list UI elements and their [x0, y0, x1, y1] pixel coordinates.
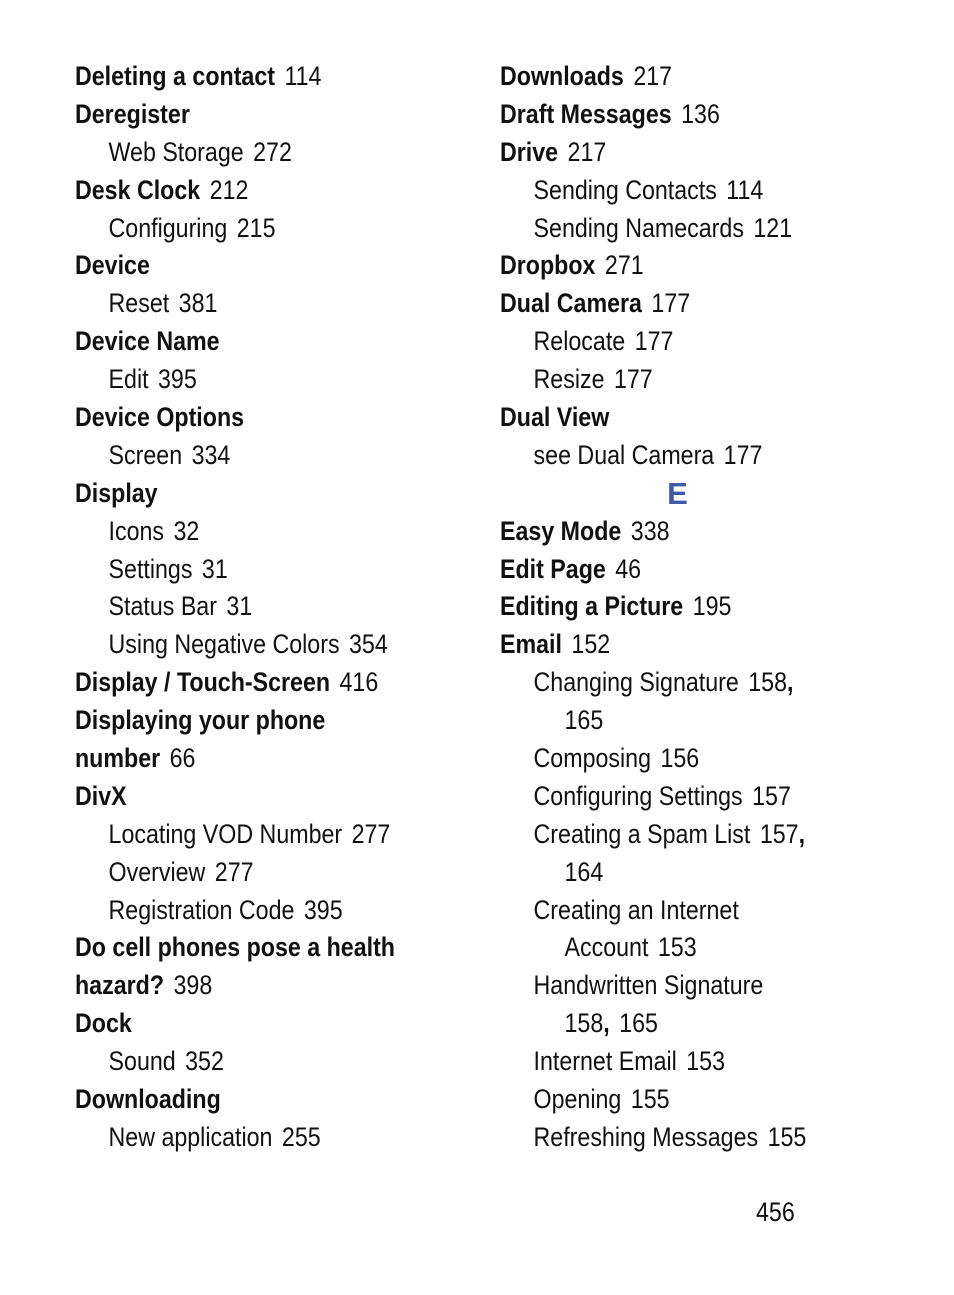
index-entry	[500, 588, 844, 626]
index-subentry	[500, 778, 844, 816]
page-reference: 177	[613, 364, 653, 395]
index-entry	[500, 247, 844, 285]
index-term: Locating VOD Number	[108, 818, 343, 849]
page-reference: 155	[767, 1121, 807, 1152]
index-subentry	[500, 210, 844, 248]
index-subentry	[75, 892, 393, 930]
page-reference: 114	[284, 61, 322, 91]
index-subentry	[500, 1119, 844, 1157]
page-reference: 157	[752, 780, 791, 811]
index-subentry	[75, 361, 393, 399]
page-reference: 334	[191, 439, 231, 470]
index-entry	[75, 740, 393, 778]
index-entry	[500, 399, 844, 437]
page-reference: 153	[686, 1046, 726, 1077]
page-reference: 217	[633, 61, 673, 91]
index-entry	[500, 626, 844, 664]
index-entry	[500, 551, 844, 589]
page-reference: 153	[657, 932, 697, 963]
page-reference: 32	[173, 515, 200, 546]
page-reference: 255	[281, 1121, 321, 1152]
index-term: Composing	[533, 743, 651, 774]
index-subentry	[75, 1043, 393, 1081]
index-entry	[75, 1005, 393, 1043]
index-term: Handwritten Signature	[533, 970, 764, 1001]
index-subentry	[500, 437, 844, 475]
index-term: Configuring Settings	[533, 780, 743, 811]
page-reference: 46	[615, 553, 642, 584]
page-reference: 398	[173, 970, 213, 1001]
index-entry	[75, 58, 393, 96]
index-term: Web Storage	[108, 136, 244, 167]
page-reference: 217	[567, 136, 607, 167]
index-term: Creating a Spam List	[533, 818, 751, 849]
index-subentry	[500, 664, 844, 702]
index-term: Status Bar	[108, 591, 217, 622]
index-subentry	[500, 929, 844, 967]
index-term: Account	[564, 932, 649, 963]
page-reference: 277	[351, 818, 391, 849]
page-separator: ,	[798, 818, 806, 849]
index-term: Icons	[108, 515, 165, 546]
index-term: Sending Namecards	[533, 212, 744, 243]
page-reference: 177	[723, 439, 763, 470]
index-term: Device Name	[75, 326, 220, 357]
page-reference: 156	[660, 743, 700, 774]
index-term: Display / Touch-Screen	[75, 667, 331, 698]
index-term: Email	[500, 629, 562, 660]
index-subentry	[500, 740, 844, 778]
index-column-right	[500, 58, 900, 1157]
index-term: Device Options	[75, 402, 245, 433]
index-subentry	[500, 816, 844, 854]
index-entry	[75, 323, 393, 361]
index-term: Edit	[108, 364, 149, 395]
index-entry	[75, 475, 393, 513]
page-reference: 158	[748, 667, 788, 698]
index-entry	[75, 1081, 393, 1119]
index-subentry	[500, 172, 844, 210]
index-term: Drive	[500, 136, 559, 167]
index-subentry	[75, 210, 393, 248]
index-term: Downloading	[75, 1084, 221, 1115]
index-term: DivX	[75, 780, 127, 811]
page-reference: 164	[564, 856, 604, 887]
page-reference: 121	[753, 212, 793, 243]
index-term: Refreshing Messages	[533, 1121, 759, 1152]
index-subentry	[75, 437, 393, 475]
index-term: Internet Email	[533, 1046, 677, 1077]
index-subentry	[75, 513, 393, 551]
index-entry	[75, 172, 393, 210]
page-reference: 31	[201, 553, 228, 584]
index-term: see Dual Camera	[533, 439, 715, 470]
index-term: Downloads	[500, 61, 624, 91]
index-term: Display	[75, 477, 158, 508]
index-term: Dropbox	[500, 250, 596, 281]
index-term: Opening	[533, 1084, 622, 1115]
index-term: Desk Clock	[75, 174, 201, 205]
page-reference: 416	[339, 667, 379, 698]
page-reference: 352	[185, 1046, 224, 1077]
index-term: Registration Code	[108, 894, 295, 925]
page-reference: 31	[226, 591, 253, 622]
index-term: Resize	[533, 364, 605, 395]
index-subentry	[75, 854, 393, 892]
index-subentry	[75, 588, 393, 626]
index-term: Configuring	[108, 212, 228, 243]
page-reference: 215	[236, 212, 276, 243]
index-term: Dock	[75, 1008, 132, 1039]
page-reference: 395	[303, 894, 343, 925]
index-entry	[500, 58, 844, 96]
index-entry	[75, 702, 393, 740]
index-term: New application	[108, 1121, 273, 1152]
index-entry	[500, 513, 844, 551]
page-separator: ,	[787, 667, 794, 698]
page-reference: 381	[178, 288, 218, 319]
index-term: Settings	[108, 553, 193, 584]
page-reference: 271	[604, 250, 644, 281]
index-subentry	[75, 285, 393, 323]
index-entry	[75, 967, 393, 1005]
index-term: Screen	[108, 439, 183, 470]
index-entry	[500, 96, 844, 134]
page-reference: 158	[564, 1008, 604, 1039]
index-subentry	[500, 892, 844, 930]
page-reference: 136	[681, 98, 720, 129]
index-term: Creating an Internet	[533, 894, 739, 925]
index-entry	[75, 664, 393, 702]
index-term: Using Negative Colors	[108, 629, 340, 660]
page-reference: 177	[651, 288, 691, 319]
index-term: Changing Signature	[533, 667, 739, 698]
page-reference: 165	[564, 705, 604, 736]
index-term: Do cell phones pose a health	[75, 932, 396, 963]
index-subentry	[500, 1043, 844, 1081]
index-subentry	[500, 854, 844, 892]
index-entry	[75, 247, 393, 285]
index-term: Dual Camera	[500, 288, 642, 319]
page-reference: 165	[619, 1008, 658, 1039]
index-term: Easy Mode	[500, 515, 622, 546]
index-entry	[500, 134, 844, 172]
index-entry	[500, 285, 844, 323]
index-term: Overview	[108, 856, 206, 887]
index-term: Relocate	[533, 326, 626, 357]
index-entry	[75, 399, 393, 437]
page-reference: 195	[692, 591, 732, 622]
index-subentry	[75, 816, 393, 854]
page-separator: ,	[603, 1008, 610, 1039]
index-term: Editing a Picture	[500, 591, 684, 622]
page-reference: 338	[630, 515, 670, 546]
index-term: Deregister	[75, 98, 190, 129]
page-reference: 272	[253, 136, 292, 167]
section-letter: E	[667, 475, 688, 511]
page-reference: 277	[214, 856, 254, 887]
index-subentry	[500, 361, 844, 399]
index-subentry	[75, 626, 393, 664]
index-subentry	[75, 1119, 393, 1157]
page-number: 456	[756, 1197, 795, 1227]
index-subentry	[500, 1005, 844, 1043]
index-term: Edit Page	[500, 553, 606, 584]
page-reference: 395	[158, 364, 197, 395]
index-term: number	[75, 743, 161, 774]
page-reference: 157	[759, 818, 799, 849]
page-reference: 177	[634, 326, 674, 357]
index-term: Reset	[108, 288, 170, 319]
index-subentry	[500, 702, 844, 740]
index-subentry	[500, 1081, 844, 1119]
page-reference: 66	[169, 743, 196, 774]
page-reference: 212	[209, 174, 249, 205]
index-subentry	[500, 323, 844, 361]
index-term: Dual View	[500, 402, 610, 433]
index-term: Sending Contacts	[533, 174, 717, 205]
index-entry	[75, 96, 393, 134]
page-reference: 114	[726, 174, 764, 205]
page-reference: 354	[349, 629, 388, 660]
index-entry	[75, 929, 396, 967]
index-term: hazard?	[75, 970, 165, 1001]
index-subentry	[500, 967, 844, 1005]
index-entry	[75, 778, 393, 816]
index-subentry	[75, 551, 393, 589]
index-term: Draft Messages	[500, 98, 672, 129]
index-term: Deleting a contact	[75, 61, 275, 91]
index-term: Device	[75, 250, 150, 281]
page-reference: 152	[571, 629, 611, 660]
index-subentry	[75, 134, 393, 172]
index-term: Sound	[108, 1046, 176, 1077]
index-term: Displaying your phone	[75, 705, 326, 736]
page-reference: 155	[630, 1084, 670, 1115]
index-column-left	[75, 58, 445, 1157]
